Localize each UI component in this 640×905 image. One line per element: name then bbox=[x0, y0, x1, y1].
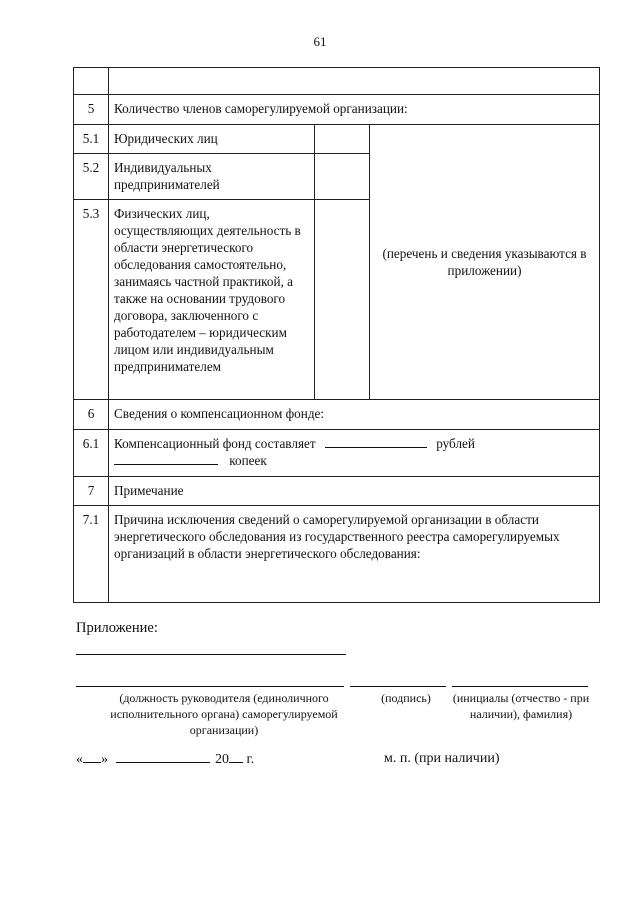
row-number: 5.3 bbox=[74, 200, 109, 400]
kopecks-blank[interactable] bbox=[114, 453, 218, 465]
date-line bbox=[76, 751, 254, 768]
name-caption: (инициалы (отчество - при наличии), фамилия) bbox=[452, 691, 590, 721]
position-line[interactable] bbox=[76, 686, 344, 687]
table-row-7-1 bbox=[74, 506, 600, 603]
row-text: Физических лиц, осуществляющих деятельность в области энергетического обследования самостоятельно, занимаясь частной практикой, а также на основании трудового договора, заключенного с работодателем – юридическим лицом или индивидуальным предпринимателем bbox=[109, 200, 315, 400]
rubles-label: рублей bbox=[436, 436, 475, 451]
open-quote: « bbox=[76, 752, 83, 767]
value-cell-individuals[interactable] bbox=[315, 200, 370, 400]
members-note: (перечень и сведения указываются в приложении) bbox=[370, 125, 600, 400]
row-number: 5 bbox=[74, 95, 109, 125]
table-row-7 bbox=[74, 477, 600, 506]
signature-caption: (подпись) bbox=[381, 691, 431, 705]
attachment-line[interactable] bbox=[76, 654, 346, 655]
row-number: 6 bbox=[74, 400, 109, 430]
exclusion-reason-cell[interactable]: Причина исключения сведений о саморегулируемой организации в области энергетического обследования из государственного реестра саморегулируемых организаций в области энергетического обследования: bbox=[109, 506, 600, 603]
registry-form-table bbox=[73, 67, 600, 603]
page-number: 61 bbox=[313, 34, 327, 49]
signature-line[interactable] bbox=[350, 686, 446, 687]
row-number: 7.1 bbox=[74, 506, 109, 603]
name-line[interactable] bbox=[452, 686, 588, 687]
row-text: Сведения о компенсационном фонде: bbox=[109, 400, 600, 430]
row-text: Юридических лиц bbox=[109, 125, 315, 154]
table-row-5-1 bbox=[74, 125, 600, 154]
stamp-place: м. п. (при наличии) bbox=[384, 751, 500, 766]
row-number: 6.1 bbox=[74, 430, 109, 477]
row-text: Примечание bbox=[109, 477, 600, 506]
row-text: Индивидуальных предпринимателей bbox=[109, 154, 315, 200]
empty-cell bbox=[74, 68, 109, 95]
kopecks-label: копеек bbox=[229, 453, 267, 468]
year-suffix: г. bbox=[246, 752, 255, 767]
row-number: 7 bbox=[74, 477, 109, 506]
year-prefix: 20 bbox=[215, 752, 229, 767]
month-blank[interactable] bbox=[116, 751, 210, 763]
day-blank[interactable] bbox=[83, 751, 101, 763]
year-blank[interactable] bbox=[229, 751, 243, 763]
row-number: 5.2 bbox=[74, 154, 109, 200]
table-row-5 bbox=[74, 95, 600, 125]
close-quote: » bbox=[101, 752, 108, 767]
row-number: 5.1 bbox=[74, 125, 109, 154]
compensation-fund-label: Компенсационный фонд составляет bbox=[114, 436, 316, 451]
table-row-6 bbox=[74, 400, 600, 430]
table-row-empty-header bbox=[74, 68, 600, 95]
row-text: Количество членов саморегулируемой организации: bbox=[109, 95, 600, 125]
compensation-fund-cell bbox=[109, 430, 600, 477]
value-cell-legal-entities[interactable] bbox=[315, 125, 370, 154]
table-row-6-1 bbox=[74, 430, 600, 477]
value-cell-entrepreneurs[interactable] bbox=[315, 154, 370, 200]
attachment-label: Приложение: bbox=[76, 620, 158, 636]
position-caption: (должность руководителя (единоличного исполнительного органа) саморегулируемой организации) bbox=[110, 691, 338, 737]
empty-cell bbox=[109, 68, 600, 95]
rubles-blank[interactable] bbox=[325, 436, 427, 448]
